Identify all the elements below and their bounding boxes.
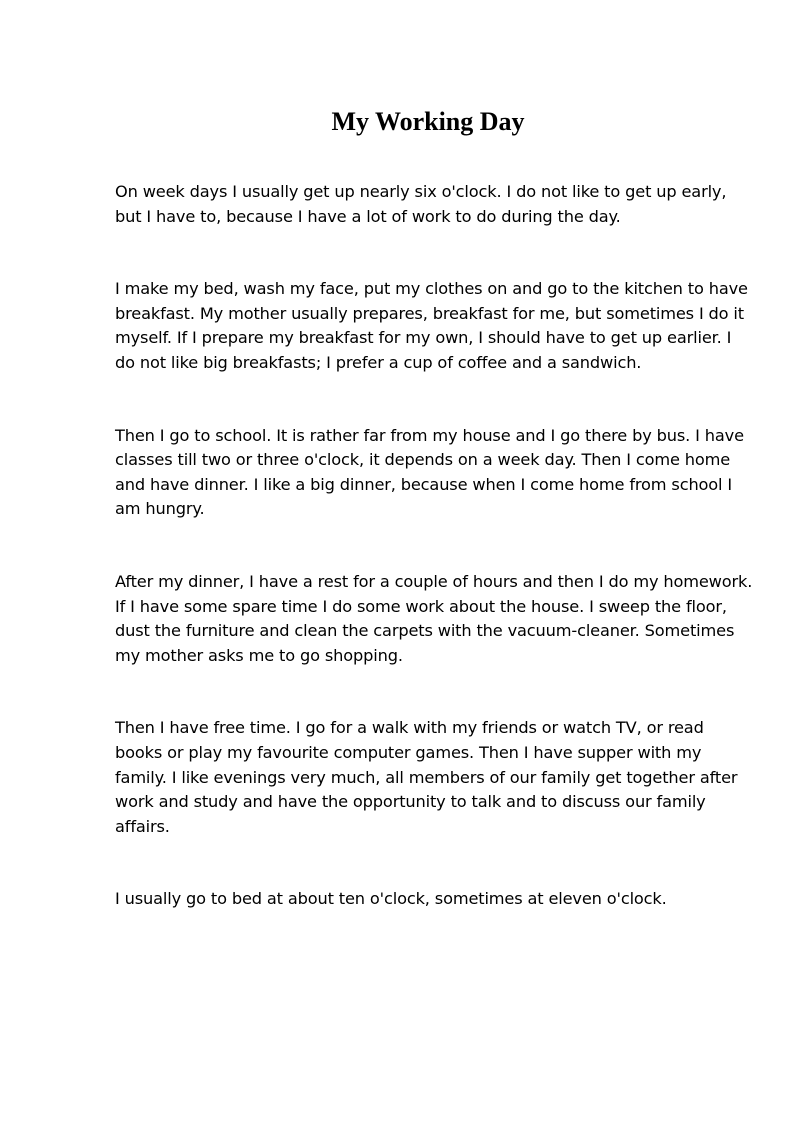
- document-title: My Working Day: [331, 107, 525, 136]
- paragraph-2: I make my bed, wash my face, put my clothes on and go to the kitchen to have breakfast. My mother usually prepares, breakfast for me, but sometimes I do it myself. If I prepare my breakfast for my own, I should have to get up earlier. I do not like big breakfasts; I prefer a cup of coffee and a sandwich.: [115, 279, 748, 372]
- paragraph-4: After my dinner, I have a rest for a couple of hours and then I do my homework. If I have some spare time I do some work about the house. I sweep the floor, dust the furniture and clean the carpets with the vacuum-cleaner. Sometimes my mother asks me to go shopping.: [115, 571, 753, 665]
- paragraph-1: On week days I usually get up nearly six o'clock. I do not like to get up early, but I have to, because I have a lot of work to do during the day.: [115, 182, 727, 226]
- paragraph-3: Then I go to school. It is rather far from my house and I go there by bus. I have classes till two or three o'clock, it depends on a week day. Then I come home and have dinner. I like a big dinner, because when I come home from school I am hungry.: [115, 425, 744, 519]
- paragraph-5: Then I have free time. I go for a walk with my friends or watch TV, or read books or play my favourite computer games. Then I have supper with my family. I like evenings very much, all members of our family get together after work and study and have the opportunity to talk and to discuss our family affairs.: [115, 718, 738, 836]
- paragraph-6: I usually go to bed at about ten o'clock, sometimes at eleven o'clock.: [115, 889, 667, 909]
- document-body: [115, 180, 755, 960]
